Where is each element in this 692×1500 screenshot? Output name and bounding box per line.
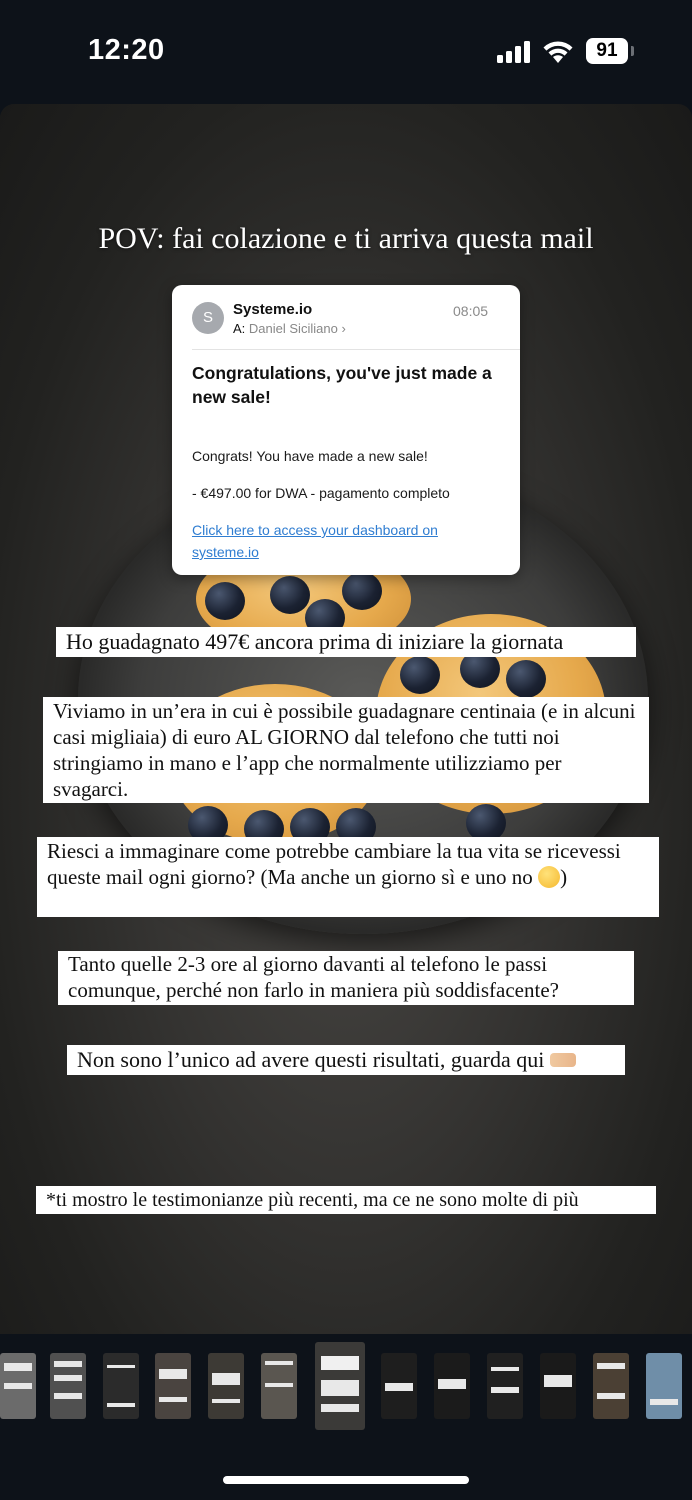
blueberry-image <box>270 576 310 614</box>
caption-not-alone <box>67 1045 625 1075</box>
status-time: 12:20 <box>88 34 165 66</box>
story-thumbnail[interactable] <box>0 1353 36 1419</box>
blueberry-image <box>342 572 382 610</box>
story-thumbnail[interactable] <box>381 1353 417 1419</box>
caption-imagine <box>37 837 659 917</box>
story-thumbnail[interactable] <box>487 1353 523 1419</box>
caption-testimonials: *ti mostro le testimonianze più recenti, ma ce ne sono molte di più <box>36 1186 656 1214</box>
story-thumbnail[interactable] <box>103 1353 139 1419</box>
story-thumbnail-active[interactable] <box>315 1342 365 1430</box>
email-time: 08:05 <box>453 303 489 319</box>
story-thumbnail[interactable] <box>261 1353 297 1419</box>
recipient-prefix: A: <box>233 321 246 336</box>
story-title: POV: fai colazione e ti arriva questa mail <box>98 222 594 255</box>
story-thumbnail[interactable] <box>155 1353 191 1419</box>
caption-not-alone-text: Non sono l’unico ad avere questi risultati, guarda qui <box>77 1047 545 1072</box>
sender-avatar: S <box>192 302 224 334</box>
battery-cap-icon <box>631 46 634 56</box>
email-body-line: - €497.00 for DWA - pagamento completo <box>192 485 450 501</box>
email-notification-card <box>172 285 520 575</box>
caption-earnings: Ho guadagnato 497€ ancora prima di iniziare la giornata <box>56 627 636 657</box>
caption-imagine-text: Riesci a immaginare come potrebbe cambiare la tua vita se ricevessi queste mail ogni giorno? (Ma anche un giorno sì e uno no <box>47 839 621 889</box>
wifi-icon <box>542 38 574 64</box>
story-slide[interactable] <box>0 104 692 1334</box>
email-body-line: Congrats! You have made a new sale! <box>192 448 428 464</box>
caption-era: Viviamo in un’era in cui è possibile guadagnare centinaia (e in alcuni casi migliaia) di euro AL GIORNO dal telefono che tutti noi stringiamo in mano e l’app che normalmente utilizziamo per svagarci. <box>43 697 649 803</box>
blueberry-image <box>400 656 440 694</box>
story-thumbnail[interactable] <box>646 1353 682 1419</box>
dashboard-link: Click here to access your dashboard on systeme.io <box>192 522 438 560</box>
story-thumbnail[interactable] <box>208 1353 244 1419</box>
recipient-name: Daniel Siciliano <box>248 321 338 336</box>
email-subject: Congratulations, you've just made a new sale! <box>192 363 492 407</box>
battery-indicator: 91 <box>586 38 628 64</box>
pointing-right-emoji-icon <box>550 1053 576 1067</box>
blueberry-image <box>506 660 546 698</box>
story-thumbnail[interactable] <box>593 1353 629 1419</box>
chevron-right-icon: › <box>341 321 346 336</box>
caption-imagine-end: ) <box>560 865 568 889</box>
story-thumbnail[interactable] <box>434 1353 470 1419</box>
caption-hours: Tanto quelle 2-3 ore al giorno davanti al telefono le passi comunque, perché non farlo in maniera più soddisfacente? <box>58 951 634 1005</box>
story-thumbnail[interactable] <box>50 1353 86 1419</box>
blueberry-image <box>205 582 245 620</box>
cellular-signal-icon <box>497 41 533 63</box>
email-sender: Systeme.io <box>233 301 313 318</box>
story-thumbnail[interactable] <box>540 1353 576 1419</box>
laughing-emoji-icon <box>538 866 560 888</box>
status-bar <box>0 0 692 104</box>
home-indicator[interactable] <box>223 1476 469 1484</box>
email-divider <box>192 349 520 350</box>
email-recipient <box>233 321 346 336</box>
